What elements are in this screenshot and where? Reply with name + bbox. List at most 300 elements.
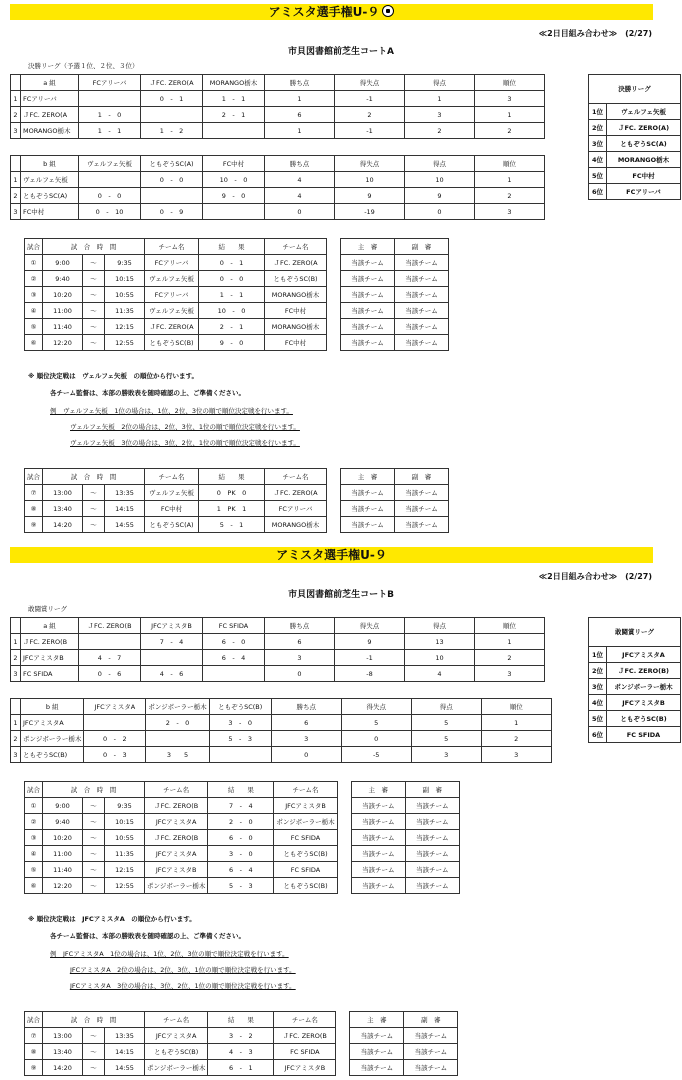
group-b-table-row (11, 731, 552, 747)
group-a-table-header-cell (11, 618, 21, 634)
schedule-morning-table-cell: 11:40 (43, 319, 83, 335)
schedule-morning-table-cell: 〜 (83, 335, 105, 351)
group-a-table-cell: 10 (405, 650, 475, 666)
schedule-afternoon-table-header-cell: チーム名 (145, 469, 199, 485)
ranking-row (589, 647, 681, 663)
group-b-table-header-cell: 勝ち点 (265, 156, 335, 172)
schedule-afternoon-table-referee: 当該チーム (350, 1060, 404, 1076)
schedule-morning-table-header (25, 239, 449, 255)
ranking-place: 4位 (589, 152, 607, 168)
schedule-afternoon-table-cell: FCアリーバ (265, 501, 327, 517)
schedule-morning-table-cell: MORANGO栃木 (265, 319, 327, 335)
group-a-table-cell: -8 (335, 666, 405, 682)
schedule-morning-table-header-cell: チーム名 (265, 239, 327, 255)
schedule-morning-table-header-cell: 結 果 (199, 239, 265, 255)
schedule-morning-table-cell: 〜 (83, 830, 105, 846)
schedule-morning-table-cell: 10:15 (105, 271, 145, 287)
league-label: 決勝リーグ（予選１位、２位、３位） (28, 62, 139, 70)
schedule-morning-table-cell: 〜 (83, 303, 105, 319)
ranking-team: JFCアミスタB (607, 695, 681, 711)
group-a-table-cell (141, 107, 203, 123)
group-a-table-cell (79, 91, 141, 107)
group-b-table-cell: 9 - 0 (203, 188, 265, 204)
schedule-morning-table-row (25, 830, 460, 846)
league-label: 敢闘賞リーグ (28, 605, 67, 613)
group-a-table-cell: 1 - 1 (203, 91, 265, 107)
schedule-morning-table-cell: 2 - 1 (199, 319, 265, 335)
group-a-table-row (11, 666, 545, 682)
group-a-table-cell: 1 - 2 (141, 123, 203, 139)
group-b-table-row (11, 715, 552, 731)
schedule-afternoon-table-row (25, 1044, 458, 1060)
group-b-table-cell: 3 (11, 204, 21, 220)
schedule-afternoon-table-cell: 〜 (83, 517, 105, 533)
day-info: ≪2日目組み合わせ≫ (2/27) (538, 572, 652, 581)
schedule-morning-table-cell: JFCアミスタB (145, 862, 208, 878)
schedule-morning-table-cell: 5 - 3 (208, 878, 274, 894)
ranking-note: JFCアミスタA 3位の場合は、3位、2位、1位の順で順位決定戦を行います。 (70, 982, 296, 990)
schedule-morning-table-gap (337, 846, 351, 862)
group-a-table-row (11, 650, 545, 666)
group-b-table-cell (79, 172, 141, 188)
schedule-morning-table-referee: 当該チーム (351, 878, 405, 894)
ranking-header (589, 75, 681, 104)
schedule-morning-table-cell: 〜 (83, 862, 105, 878)
ranking-table (588, 617, 681, 743)
schedule-morning-table-cell: FC中村 (265, 303, 327, 319)
schedule-morning-table-cell: 9:40 (43, 814, 83, 830)
schedule-afternoon-table-header (25, 1012, 458, 1028)
group-b-table-cell: 2 (11, 188, 21, 204)
schedule-morning-table-cell: FC SFIDA (274, 830, 337, 846)
group-a-table-cell: 9 (335, 634, 405, 650)
schedule-afternoon-table-row (25, 1060, 458, 1076)
ranking-place: 5位 (589, 711, 607, 727)
ranking-note: ※ 順位決定戦は ヴェルフェ矢板 の順位から行います。 (28, 372, 198, 380)
group-b-table-cell: JFCアミスタA (21, 715, 84, 731)
schedule-morning-table-cell: 6 - 0 (208, 830, 274, 846)
group-b-table-cell (203, 204, 265, 220)
group-b-table-cell: 1 (481, 715, 551, 731)
schedule-morning-table-cell: 〜 (83, 814, 105, 830)
schedule-afternoon-table-header-cell: チーム名 (145, 1012, 208, 1028)
schedule-morning-table-cell: 12:20 (43, 335, 83, 351)
ranking-row (589, 168, 681, 184)
group-a-table-header-cell: JFCアミスタB (141, 618, 203, 634)
group-b-table-cell: ヴェルフェ矢板 (21, 172, 79, 188)
schedule-morning-table-referee: 当該チーム (351, 862, 405, 878)
group-b-table-cell (146, 731, 209, 747)
schedule-morning-table-cell: ② (25, 271, 43, 287)
group-a-table-cell (203, 666, 265, 682)
group-b-table-cell: 10 (335, 172, 405, 188)
group-a-table-cell: 2 (11, 107, 21, 123)
group-b-table-header-cell: 勝ち点 (271, 699, 341, 715)
group-b-table-header-cell: ポンジボーラー栃木 (146, 699, 209, 715)
ranking-row (589, 695, 681, 711)
ranking-note: 各チーム監督は、本部の勝敗表を随時確認の上、ご準備ください。 (50, 932, 245, 940)
group-a-table-cell: -1 (335, 91, 405, 107)
schedule-morning-table-header (25, 782, 460, 798)
schedule-morning-table-cell: 〜 (83, 255, 105, 271)
schedule-afternoon-table-cell: 〜 (83, 1028, 105, 1044)
schedule-morning-table-header-cell: 主 審 (351, 782, 405, 798)
schedule-morning-table-row (25, 798, 460, 814)
schedule-afternoon-table-cell: 13:00 (43, 1028, 83, 1044)
schedule-morning-table-cell: 10:55 (105, 287, 145, 303)
group-b-table-header-cell: ヴェルフェ矢板 (79, 156, 141, 172)
group-a-table-header-cell (11, 75, 21, 91)
group-b-table-row (11, 172, 545, 188)
schedule-afternoon-table-cell: FC SFIDA (274, 1044, 336, 1060)
schedule-morning-table-assistant: 当該チーム (405, 878, 459, 894)
schedule-afternoon-table-gap (327, 501, 341, 517)
schedule-morning-table-row (25, 814, 460, 830)
schedule-morning-table-cell: ポンジボーラー栃木 (145, 878, 208, 894)
schedule-afternoon-table-header-cell: 試合 (25, 469, 43, 485)
group-a-table-cell: -1 (335, 123, 405, 139)
schedule-morning-table-assistant: 当該チーム (395, 271, 449, 287)
group-b-table-cell: ともぞうSC(A) (21, 188, 79, 204)
schedule-afternoon-table-row (25, 517, 449, 533)
schedule-morning-table-cell: FCアリーバ (145, 287, 199, 303)
schedule-afternoon-table-cell: 14:55 (105, 1060, 145, 1076)
schedule-morning-table-cell: 12:55 (105, 878, 145, 894)
ranking-row (589, 152, 681, 168)
group-a-table-header-cell: a 組 (21, 75, 79, 91)
schedule-morning-table-referee: 当該チーム (351, 798, 405, 814)
schedule-afternoon-table-cell: ともぞうSC(A) (145, 517, 199, 533)
page-title: アミスタ選手権U-９ (276, 548, 387, 562)
schedule-morning-table-assistant: 当該チーム (395, 303, 449, 319)
group-b-table-cell: 3 (481, 747, 551, 763)
schedule-morning-table-referee: 当該チーム (341, 287, 395, 303)
group-a-table-cell: 3 (265, 650, 335, 666)
schedule-morning-table-cell: 2 - 0 (208, 814, 274, 830)
group-b-table-cell: 5 (411, 731, 481, 747)
group-a-table-cell: 3 (475, 666, 545, 682)
page-title: アミスタ選手権U-９ (268, 5, 380, 19)
schedule-morning-table-cell: FC SFIDA (274, 862, 337, 878)
schedule-afternoon-table-cell: 13:40 (43, 501, 83, 517)
group-b-table-row (11, 204, 545, 220)
schedule-morning-table-cell: 10:20 (43, 830, 83, 846)
ranking-team: ともぞうSC(B) (607, 711, 681, 727)
group-b-table-cell: 6 (271, 715, 341, 731)
group-a-table-header-cell: MORANGO栃木 (203, 75, 265, 91)
group-b-table-header (11, 699, 552, 715)
group-a-table-header-cell: 順位 (475, 618, 545, 634)
ranking-team: FC中村 (607, 168, 681, 184)
group-b-table-cell: 9 (405, 188, 475, 204)
ranking-team: MORANGO栃木 (607, 152, 681, 168)
ranking-team: FCアリーバ (607, 184, 681, 200)
schedule-afternoon-table-referee: 当該チーム (350, 1044, 404, 1060)
schedule-morning-table (24, 781, 460, 894)
schedule-morning-table-cell: FCアリーバ (145, 255, 199, 271)
schedule-morning-table-referee: 当該チーム (341, 335, 395, 351)
schedule-morning-table-row (25, 335, 449, 351)
group-a-table-cell: 6 (265, 107, 335, 123)
ranking-note: ※ 順位決定戦は JFCアミスタA の順位から行います。 (28, 915, 196, 923)
group-a-table-cell: 6 - 4 (203, 650, 265, 666)
ranking-place: 3位 (589, 679, 607, 695)
group-b-table-cell: 0 (405, 204, 475, 220)
schedule-morning-table-cell: 10:55 (105, 830, 145, 846)
schedule-afternoon-table-assistant: 当該チーム (395, 501, 449, 517)
schedule-morning-table-cell: 〜 (83, 798, 105, 814)
schedule-morning-table-cell: ともぞうSC(B) (265, 271, 327, 287)
schedule-afternoon-table-cell: 13:35 (105, 485, 145, 501)
group-b-table-cell: FC中村 (21, 204, 79, 220)
group-b-table-header-cell: 順位 (481, 699, 551, 715)
schedule-morning-table-referee: 当該チーム (341, 271, 395, 287)
schedule-morning-table-cell: ③ (25, 287, 43, 303)
schedule-morning-table-gap (327, 287, 341, 303)
schedule-afternoon-table-cell: ⑦ (25, 485, 43, 501)
schedule-morning-table-gap (327, 319, 341, 335)
schedule-afternoon-table-assistant: 当該チーム (404, 1060, 458, 1076)
ranking-row (589, 727, 681, 743)
group-a-table-cell: 3 (405, 107, 475, 123)
schedule-morning-table-row (25, 255, 449, 271)
schedule-afternoon-table-cell: 〜 (83, 1060, 105, 1076)
schedule-afternoon-table-cell: 6 - 1 (208, 1060, 274, 1076)
schedule-afternoon-table-cell: ともぞうSC(B) (145, 1044, 208, 1060)
group-b-table-cell: 3 (411, 747, 481, 763)
schedule-morning-table-cell: 0 - 0 (199, 271, 265, 287)
group-b-table-cell: 3 5 (146, 747, 209, 763)
schedule-morning-table-cell: 11:35 (105, 303, 145, 319)
schedule-afternoon-table-header-cell: 主 審 (341, 469, 395, 485)
group-a-table-cell: 1 (265, 123, 335, 139)
group-b-table-cell: 10 - 0 (203, 172, 265, 188)
group-a-table-cell: 1 - 1 (79, 123, 141, 139)
ranking-place: 4位 (589, 695, 607, 711)
group-a-table-cell: 4 (405, 666, 475, 682)
group-a-table-cell: 4 - 6 (141, 666, 203, 682)
group-b-table-cell: 0 - 2 (84, 731, 146, 747)
ranking-team: ともぞうSC(A) (607, 136, 681, 152)
ranking-place: 6位 (589, 184, 607, 200)
group-a-table-header-cell: a 組 (21, 618, 79, 634)
schedule-morning-table-cell: JFCアミスタB (274, 798, 337, 814)
ranking-row (589, 711, 681, 727)
schedule-afternoon-table-cell: 〜 (83, 501, 105, 517)
schedule-afternoon-table-cell: ヴェルフェ矢板 (145, 485, 199, 501)
group-a-table-row (11, 634, 545, 650)
schedule-afternoon-table-assistant: 当該チーム (395, 485, 449, 501)
group-a-table-cell (79, 634, 141, 650)
schedule-afternoon-table-assistant: 当該チーム (404, 1044, 458, 1060)
schedule-afternoon-table-gap (336, 1028, 350, 1044)
schedule-afternoon-table-cell: ⑨ (25, 1060, 43, 1076)
group-b-table-header-cell: ともぞうSC(A) (141, 156, 203, 172)
schedule-morning-table-cell: 12:55 (105, 335, 145, 351)
group-a-table-cell: 1 (265, 91, 335, 107)
group-b-table-cell: 0 - 10 (79, 204, 141, 220)
group-a-table-header-cell: 勝ち点 (265, 75, 335, 91)
schedule-morning-table-header-cell: チーム名 (145, 782, 208, 798)
schedule-morning-table-referee: 当該チーム (341, 255, 395, 271)
group-b-table-cell: 1 (11, 172, 21, 188)
group-a-table-cell: 1 (405, 91, 475, 107)
schedule-afternoon-table-cell: 〜 (83, 485, 105, 501)
group-b-table-row (11, 747, 552, 763)
group-b-table-cell: 5 (341, 715, 411, 731)
schedule-morning-table-cell: 〜 (83, 271, 105, 287)
group-a-table-header-cell: 得点 (405, 618, 475, 634)
group-b-table-cell: 2 (481, 731, 551, 747)
group-b-table-cell: 3 (271, 731, 341, 747)
schedule-afternoon-table-referee: 当該チーム (341, 501, 395, 517)
schedule-morning-table-assistant: 当該チーム (405, 798, 459, 814)
group-b-table-header-cell: FC中村 (203, 156, 265, 172)
group-b-table-cell: 5 (411, 715, 481, 731)
schedule-afternoon-table-gap (336, 1060, 350, 1076)
schedule-morning-table-gap (337, 830, 351, 846)
group-b-table-cell: 2 (11, 731, 21, 747)
schedule-afternoon-table-cell: 14:15 (105, 501, 145, 517)
schedule-afternoon-table-header-cell: 試合 (25, 1012, 43, 1028)
group-a-table-cell: FCアリーバ (21, 91, 79, 107)
group-a-table-header-cell: ＪFC. ZERO(B (79, 618, 141, 634)
day-info: ≪2日目組み合わせ≫ (2/27) (538, 29, 652, 38)
schedule-morning-table-assistant: 当該チーム (395, 319, 449, 335)
group-b-table-cell: 1 (475, 172, 545, 188)
group-a-table-cell: 3 (11, 666, 21, 682)
schedule-afternoon-table-cell: ⑨ (25, 517, 43, 533)
group-b-table-header-cell: 得失点 (335, 156, 405, 172)
ranking-title: 敢闘賞リーグ (589, 618, 681, 647)
schedule-morning-table-cell: 9:00 (43, 798, 83, 814)
group-b-table-header-cell (11, 699, 21, 715)
schedule-morning-table-gap (327, 303, 341, 319)
schedule-morning-table-cell: 7 - 4 (208, 798, 274, 814)
schedule-morning-table-header-cell: 試合 (25, 782, 43, 798)
group-b-table-header-cell: 得失点 (341, 699, 411, 715)
schedule-morning-table-cell: ともぞうSC(B) (274, 878, 337, 894)
group-a-table-cell (141, 650, 203, 666)
group-b-table-cell: 0 - 3 (84, 747, 146, 763)
schedule-morning-table-cell: 11:00 (43, 846, 83, 862)
group-b-table-cell: 5 - 3 (209, 731, 271, 747)
group-a-table-cell: 0 - 1 (141, 91, 203, 107)
ranking-note: 例 JFCアミスタA 1位の場合は、1位、2位、3位の順で順位決定戦を行います。 (50, 950, 289, 958)
group-b-table (10, 155, 545, 220)
group-a-table-cell: 2 (405, 123, 475, 139)
schedule-afternoon-table-assistant: 当該チーム (395, 517, 449, 533)
schedule-morning-table-cell: 10 - 0 (199, 303, 265, 319)
schedule-afternoon-table (24, 1011, 458, 1076)
schedule-afternoon-table-cell: ⑧ (25, 1044, 43, 1060)
schedule-afternoon-table-referee: 当該チーム (341, 517, 395, 533)
group-a-table-cell: 2 - 1 (203, 107, 265, 123)
ranking-note: JFCアミスタA 2位の場合は、2位、3位、1位の順で順位決定戦を行います。 (70, 966, 296, 974)
schedule-afternoon-table-gap (336, 1044, 350, 1060)
schedule-afternoon-table-cell: 14:15 (105, 1044, 145, 1060)
group-b-table-cell: 0 - 0 (141, 172, 203, 188)
schedule-morning-table-cell: ④ (25, 846, 43, 862)
schedule-morning-table-cell: ヴェルフェ矢板 (145, 303, 199, 319)
schedule-morning-table-gap (327, 335, 341, 351)
schedule-morning-table-cell: 1 - 1 (199, 287, 265, 303)
schedule-morning-table-assistant: 当該チーム (395, 335, 449, 351)
schedule-afternoon-table-cell: MORANGO栃木 (265, 517, 327, 533)
schedule-morning-table-referee: 当該チーム (351, 814, 405, 830)
group-a-table-cell: 1 (475, 634, 545, 650)
ranking-team: ポンジボーラー栃木 (607, 679, 681, 695)
schedule-afternoon-table-cell: ⑦ (25, 1028, 43, 1044)
group-a-table-header-cell: 順位 (475, 75, 545, 91)
ranking-row (589, 136, 681, 152)
ranking-row (589, 120, 681, 136)
group-a-table-header (11, 75, 545, 91)
schedule-morning-table-header-cell: 副 審 (395, 239, 449, 255)
schedule-afternoon-table-cell: 0 PK 0 (199, 485, 265, 501)
schedule-afternoon-table-header-cell: チーム名 (265, 469, 327, 485)
schedule-afternoon-table-cell: ＪFC. ZERO(B (274, 1028, 336, 1044)
ranking-row (589, 679, 681, 695)
schedule-afternoon-table-gap (336, 1012, 350, 1028)
schedule-morning-table-cell: ＪFC. ZERO(B (145, 830, 208, 846)
group-a-table-cell: MORANGO栃木 (21, 123, 79, 139)
schedule-morning-table-cell: ポンジボーラー栃木 (274, 814, 337, 830)
schedule-afternoon-table-header-cell: 試 合 時 間 (43, 1012, 145, 1028)
schedule-afternoon-table-cell: ＪFC. ZERO(A (265, 485, 327, 501)
schedule-afternoon-table-cell: 14:55 (105, 517, 145, 533)
group-b-table-cell: 2 - 0 (146, 715, 209, 731)
schedule-morning-table-cell: 0 - 1 (199, 255, 265, 271)
group-b-table-header-cell: JFCアミスタA (84, 699, 146, 715)
group-b-table-header-cell: 得点 (411, 699, 481, 715)
schedule-morning-table-referee: 当該チーム (351, 846, 405, 862)
schedule-afternoon-table-cell: ポンジボーラー栃木 (145, 1060, 208, 1076)
group-a-table-cell: JFCアミスタB (21, 650, 79, 666)
schedule-morning-table-cell: ともぞうSC(B) (145, 335, 199, 351)
schedule-afternoon-table-gap (327, 469, 341, 485)
schedule-morning-table-assistant: 当該チーム (395, 287, 449, 303)
group-b-table-cell: 3 - 0 (209, 715, 271, 731)
schedule-morning-table-cell: ③ (25, 830, 43, 846)
schedule-morning-table-assistant: 当該チーム (405, 814, 459, 830)
group-a-table (10, 74, 545, 139)
schedule-morning-table-cell: 12:15 (105, 862, 145, 878)
title-banner (10, 4, 653, 20)
schedule-morning-table-gap (337, 782, 351, 798)
group-a-table-row (11, 107, 545, 123)
schedule-morning-table-gap (337, 878, 351, 894)
schedule-morning-table-cell: ＪFC. ZERO(B (145, 798, 208, 814)
schedule-morning-table-header-cell: 結 果 (208, 782, 274, 798)
group-a-table-row (11, 123, 545, 139)
group-b-table-header (11, 156, 545, 172)
schedule-morning-table-cell: 9 - 0 (199, 335, 265, 351)
schedule-afternoon-table-header-cell: チーム名 (274, 1012, 336, 1028)
schedule-morning-table-cell: ⑤ (25, 319, 43, 335)
schedule-afternoon-table-header (25, 469, 449, 485)
schedule-morning-table-cell: 〜 (83, 319, 105, 335)
schedule-afternoon-table-header-cell: 副 審 (395, 469, 449, 485)
ranking-place: 3位 (589, 136, 607, 152)
ranking-row (589, 184, 681, 200)
schedule-morning-table-cell: 6 - 4 (208, 862, 274, 878)
group-b-table-header-cell (11, 156, 21, 172)
group-b-table-cell: 4 (265, 172, 335, 188)
schedule-morning-table-header-cell: チーム名 (145, 239, 199, 255)
group-a-table-header-cell: 得失点 (335, 75, 405, 91)
ranking-row (589, 104, 681, 120)
